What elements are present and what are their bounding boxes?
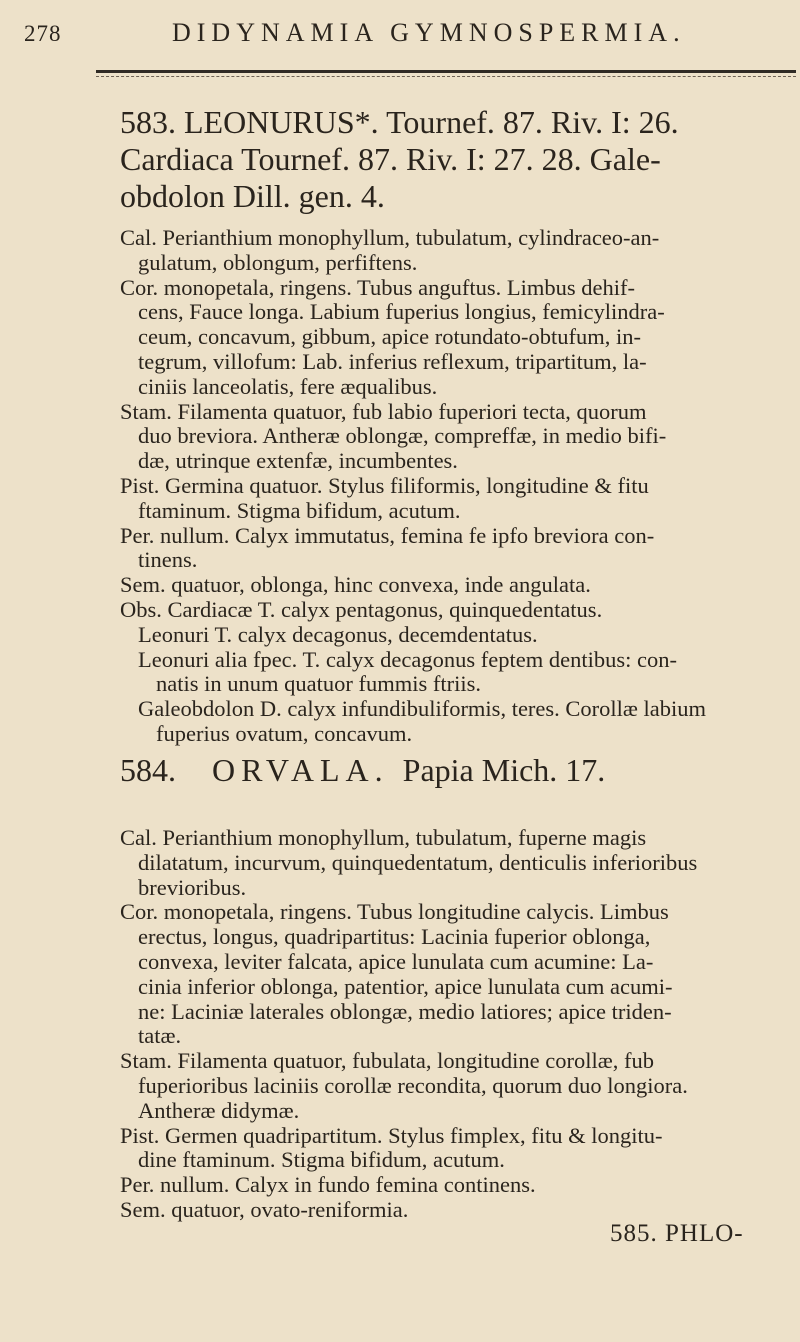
text-line: fuperioribus laciniis corollæ recondita, quorum duo longiora. <box>138 1072 688 1098</box>
text-line: erectus, longus, quadripartitus: Lacinia fuperior oblonga, <box>138 924 651 950</box>
genus-583-line-2: Cardiaca Tournef. 87. Riv. I: 27. 28. Gale- <box>120 141 661 177</box>
text-line: tatæ. <box>138 1023 182 1049</box>
text-line: Cal. Perianthium monophyllum, tubulatum, fuperne magis <box>120 825 647 850</box>
text-line: Per. nullum. Calyx in fundo femina continens. <box>120 1172 536 1198</box>
text-line: Leonuri alia fpec. T. calyx decagonus feptem dentibus: con- <box>138 646 677 672</box>
genus-584-heading <box>120 752 800 789</box>
text-line: brevioribus. <box>138 874 247 900</box>
text-line: ne: Laciniæ laterales oblongæ, medio latiores; apice triden- <box>138 998 672 1024</box>
text-line: Cor. monopetala, ringens. Tubus anguftus. Limbus dehif- <box>120 274 635 300</box>
page-number: 278 <box>24 21 62 46</box>
text-line: Sem. quatuor, ovato-reniformia. <box>120 1196 409 1222</box>
text-line: Antheræ didymæ. <box>138 1097 300 1123</box>
text-line: gulatum, oblongum, perfiftens. <box>138 249 418 275</box>
text-line: ciniis lanceolatis, fere æqualibus. <box>138 373 438 399</box>
genus-583-heading <box>120 104 800 215</box>
text-line: Leonuri T. calyx decagonus, decemdentatus. <box>138 621 538 647</box>
text-line: cinia inferior oblonga, patentior, apice lunulata cum acumi- <box>138 973 673 999</box>
header-rule <box>96 70 796 73</box>
text-line: natis in unum quatuor fummis ftriis. <box>156 671 481 697</box>
text-line: convexa, leviter falcata, apice lunulata cum acumine: La- <box>138 948 654 974</box>
page-header <box>24 18 794 52</box>
text-line: Pist. Germina quatuor. Stylus filiformis, longitudine & fitu <box>120 472 649 498</box>
genus-584-reference: Papia Mich. 17. <box>402 752 606 788</box>
text-line: ftaminum. Stigma bifidum, acutum. <box>138 497 461 523</box>
text-line: ceum, concavum, gibbum, apice rotundato-obtufum, in- <box>138 324 641 350</box>
genus-584-description <box>120 826 796 1223</box>
running-title: DIDYNAMIA GYMNOSPERMIA. <box>172 18 686 47</box>
text-line: fuperius ovatum, concavum. <box>156 720 413 746</box>
genus-583-description <box>120 226 796 747</box>
genus-583-line-3: obdolon Dill. gen. 4. <box>120 178 385 214</box>
text-line: Per. nullum. Calyx immutatus, femina fe ipfo breviora con- <box>120 522 655 548</box>
text-line: Cal. Perianthium monophyllum, tubulatum, cylindraceo-an- <box>120 225 660 250</box>
text-line: Pist. Germen quadripartitum. Stylus fimplex, fitu & longitu- <box>120 1122 663 1148</box>
text-line: dilatatum, incurvum, quinquedentatum, denticulis inferioribus <box>138 849 698 875</box>
text-line: dine ftaminum. Stigma bifidum, acutum. <box>138 1147 505 1173</box>
text-line: duo breviora. Antheræ oblongæ, compreffæ, in medio bifi- <box>138 423 667 449</box>
genus-584-number: 584. <box>120 752 176 788</box>
text-line: dæ, utrinque extenfæ, incumbentes. <box>138 448 458 474</box>
text-line: tegrum, villofum: Lab. inferius reflexum, tripartitum, la- <box>138 348 647 374</box>
text-line: Stam. Filamenta quatuor, fubulata, longitudine corollæ, fub <box>120 1048 655 1074</box>
text-line: cens, Fauce longa. Labium fuperius longius, femicylindra- <box>138 299 665 325</box>
genus-583-line-1: 583. LEONURUS*. Tournef. 87. Riv. I: 26. <box>120 104 679 140</box>
text-line: tinens. <box>138 547 198 573</box>
text-line: Stam. Filamenta quatuor, fub labio fuperiori tecta, quorum <box>120 398 647 424</box>
text-line: Cor. monopetala, ringens. Tubus longitudine calycis. Limbus <box>120 899 669 925</box>
text-line: Galeobdolon D. calyx infundibuliformis, teres. Corollæ labium <box>138 696 707 722</box>
text-line: Sem. quatuor, oblonga, hinc convexa, inde angulata. <box>120 572 591 598</box>
text-line: Obs. Cardiacæ T. calyx pentagonus, quinquedentatus. <box>120 596 603 622</box>
catchword: 585. PHLO- <box>610 1220 744 1247</box>
genus-584-name: ORVALA. <box>212 752 389 788</box>
